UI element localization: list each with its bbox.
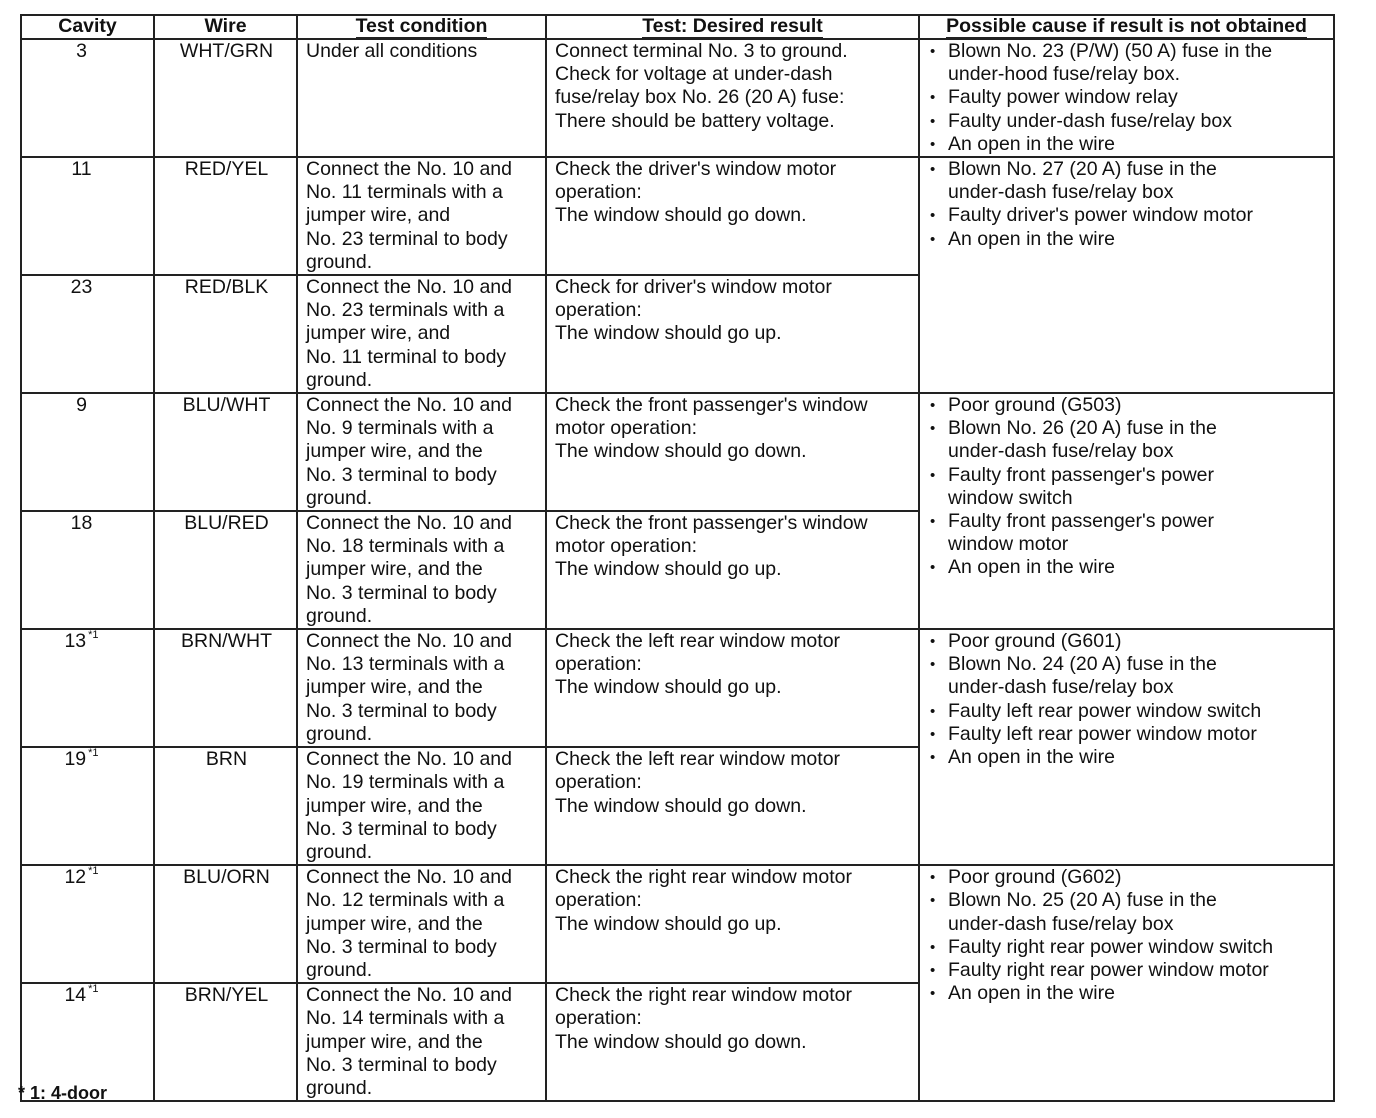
cause-line: • Faulty right rear power window motor	[948, 958, 1269, 981]
test-condition-line: ground.	[306, 368, 373, 391]
test-condition-line: ground.	[306, 840, 373, 863]
cause-list	[928, 394, 1327, 580]
test-condition-cell	[297, 39, 546, 157]
cavity-number: 11	[71, 158, 92, 181]
header-possible-cause	[919, 15, 1334, 39]
footnote: * 1: 4-door	[18, 1083, 108, 1103]
cause-line: • Faulty under-dash fuse/relay box	[948, 109, 1232, 132]
test-condition-line: No. 23 terminals with a	[306, 299, 505, 322]
test-condition-line: ground.	[306, 722, 373, 745]
desired-result-line: Check the right rear window motor	[555, 984, 852, 1007]
wire-cell: WHT/GRN	[154, 39, 297, 157]
desired-result-line: fuse/relay box No. 26 (20 A) fuse:	[555, 86, 845, 109]
cause-item	[928, 653, 1327, 699]
cause-line: • Blown No. 23 (P/W) (50 A) fuse in the	[948, 40, 1273, 62]
desired-result-line: operation:	[555, 889, 642, 912]
table-row	[21, 157, 1334, 275]
test-condition-line: Connect the No. 10 and	[306, 276, 512, 299]
table-row	[21, 393, 1334, 511]
cause-line: under-hood fuse/relay box.	[948, 63, 1180, 86]
cavity-number: 14	[64, 984, 87, 1007]
cause-item	[928, 700, 1327, 723]
table-row	[21, 39, 1334, 157]
cavity-cell	[21, 157, 154, 275]
desired-result-line: The window should go down.	[555, 440, 807, 463]
cause-list	[928, 158, 1327, 251]
cause-item	[928, 417, 1327, 463]
desired-result-cell	[546, 157, 919, 275]
desired-result-cell	[546, 983, 919, 1101]
cause-line: • Blown No. 25 (20 A) fuse in the	[948, 889, 1217, 912]
desired-result-line: operation:	[555, 653, 642, 676]
test-condition-line: Connect the No. 10 and	[306, 748, 512, 771]
test-condition-cell	[297, 629, 546, 747]
test-condition-line: jumper wire, and the	[306, 912, 483, 935]
table-body	[21, 39, 1334, 1101]
test-condition-cell	[297, 983, 546, 1101]
test-condition-line: No. 14 terminals with a	[306, 1007, 505, 1030]
cause-line: • An open in the wire	[948, 746, 1115, 769]
cavity-footnote-mark: *1	[88, 747, 99, 760]
cavity-number: 23	[70, 276, 93, 299]
desired-result-line: Check for voltage at under-dash	[555, 63, 833, 86]
header-test-condition-text: Test condition	[355, 15, 488, 37]
cause-list	[928, 630, 1327, 769]
cause-item	[928, 959, 1327, 982]
cause-item	[928, 866, 1327, 889]
test-condition-line: jumper wire, and	[306, 322, 451, 345]
cavity-cell	[21, 39, 154, 157]
cause-line: • Blown No. 24 (20 A) fuse in the	[948, 653, 1217, 676]
desired-result-line: Check the right rear window motor	[555, 866, 852, 889]
cause-item	[928, 86, 1327, 109]
cause-line: • Faulty power window relay	[948, 86, 1178, 109]
test-condition-cell	[297, 157, 546, 275]
cause-item	[928, 510, 1327, 556]
header-desired-result	[546, 15, 919, 39]
cause-line: • Faulty right rear power window switch	[948, 935, 1274, 958]
wire-cell: RED/BLK	[154, 275, 297, 393]
desired-result-line: motor operation:	[555, 417, 697, 440]
test-condition-line: Connect the No. 10 and	[306, 512, 512, 535]
cause-line: under-dash fuse/relay box	[948, 440, 1174, 463]
header-possible-cause-text: Possible cause if result is not obtained	[946, 15, 1307, 37]
desired-result-line: operation:	[555, 771, 642, 794]
test-condition-line: No. 13 terminals with a	[306, 653, 505, 676]
cavity-cell	[21, 511, 154, 629]
cause-line: • Faulty front passenger's power	[948, 510, 1215, 533]
cause-item	[928, 394, 1327, 417]
table-row	[21, 629, 1334, 747]
desired-result-line: The window should go up.	[555, 558, 782, 581]
table-row	[21, 865, 1334, 983]
cause-line: window motor	[948, 533, 1069, 556]
desired-result-cell	[546, 39, 919, 157]
cavity-footnote-mark: *1	[88, 865, 99, 878]
wire-cell: BRN/YEL	[154, 983, 297, 1101]
cause-item	[928, 40, 1327, 86]
test-condition-line: jumper wire, and the	[306, 440, 483, 463]
cause-line: • Faulty left rear power window switch	[948, 699, 1262, 722]
cavity-number: 9	[76, 394, 87, 417]
test-condition-line: No. 9 terminals with a	[306, 417, 494, 440]
test-condition-line: No. 11 terminals with a	[306, 181, 503, 204]
cause-item	[928, 228, 1327, 251]
test-condition-line: jumper wire, and the	[306, 558, 483, 581]
desired-result-cell	[546, 865, 919, 983]
test-condition-line: ground.	[306, 958, 373, 981]
cause-line: under-dash fuse/relay box	[948, 181, 1174, 204]
possible-cause-cell	[919, 865, 1334, 1101]
header-row	[21, 15, 1334, 39]
wire-cell: RED/YEL	[154, 157, 297, 275]
wire-cell: BRN	[154, 747, 297, 865]
test-condition-line: No. 18 terminals with a	[306, 535, 505, 558]
desired-result-line: Check the left rear window motor	[555, 748, 841, 771]
test-condition-line: Connect the No. 10 and	[306, 866, 512, 889]
cause-item	[928, 630, 1327, 653]
cause-line: • Poor ground (G503)	[948, 394, 1122, 417]
desired-result-line: Check the left rear window motor	[555, 630, 841, 653]
desired-result-line: motor operation:	[555, 535, 697, 558]
test-condition-line: No. 3 terminal to body	[306, 935, 497, 958]
header-wire: Wire	[154, 15, 297, 39]
test-condition-line: ground.	[306, 250, 373, 273]
test-condition-line: No. 3 terminal to body	[306, 699, 497, 722]
cause-line: • Poor ground (G602)	[948, 866, 1122, 889]
desired-result-line: The window should go up.	[555, 912, 782, 935]
header-desired-result-text: Test: Desired result	[642, 15, 823, 37]
cavity-number: 3	[76, 40, 87, 62]
header-cavity: Cavity	[21, 15, 154, 39]
cavity-number: 19	[64, 748, 87, 771]
desired-result-line: operation:	[555, 299, 642, 322]
desired-result-cell	[546, 393, 919, 511]
desired-result-line: operation:	[555, 1007, 642, 1030]
cause-line: under-dash fuse/relay box	[948, 912, 1174, 935]
test-condition-line: Connect the No. 10 and	[306, 630, 512, 653]
desired-result-line: Check the front passenger's window	[555, 394, 868, 417]
cavity-number: 13	[64, 630, 87, 653]
cause-item	[928, 982, 1327, 1005]
wire-cell: BLU/RED	[154, 511, 297, 629]
cause-item	[928, 746, 1327, 769]
cause-item	[928, 723, 1327, 746]
header-test-condition	[297, 15, 546, 39]
desired-result-line: Check the front passenger's window	[555, 512, 868, 535]
test-condition-cell	[297, 393, 546, 511]
test-condition-line: No. 3 terminal to body	[306, 463, 497, 486]
cause-item	[928, 158, 1327, 204]
desired-result-line: The window should go up.	[555, 322, 782, 345]
test-condition-line: jumper wire, and the	[306, 794, 483, 817]
cause-item	[928, 110, 1327, 133]
test-condition-line: No. 3 terminal to body	[306, 1053, 497, 1076]
test-condition-line: Connect the No. 10 and	[306, 158, 512, 181]
cavity-number: 18	[70, 512, 93, 535]
desired-result-line: operation:	[555, 181, 642, 204]
test-table	[20, 14, 1335, 1102]
cause-item	[928, 556, 1327, 579]
test-condition-line: Connect the No. 10 and	[306, 984, 512, 1007]
wire-cell: BLU/ORN	[154, 865, 297, 983]
test-condition-line: Under all conditions	[306, 40, 478, 62]
cavity-cell	[21, 629, 154, 747]
desired-result-line: There should be battery voltage.	[555, 109, 835, 132]
cause-item	[928, 889, 1327, 935]
cavity-cell	[21, 393, 154, 511]
cause-item	[928, 133, 1327, 156]
cause-item	[928, 464, 1327, 510]
test-condition-line: jumper wire, and the	[306, 676, 483, 699]
test-condition-cell	[297, 275, 546, 393]
cause-line: • An open in the wire	[948, 556, 1115, 579]
desired-result-line: The window should go down.	[555, 794, 807, 817]
cause-line: under-dash fuse/relay box	[948, 676, 1174, 699]
cavity-cell	[21, 865, 154, 983]
possible-cause-cell	[919, 393, 1334, 629]
test-condition-line: Connect the No. 10 and	[306, 394, 512, 417]
desired-result-line: Check the driver's window motor	[555, 158, 837, 181]
test-condition-cell	[297, 511, 546, 629]
test-condition-cell	[297, 747, 546, 865]
cause-line: window switch	[948, 486, 1073, 509]
cause-list	[928, 40, 1327, 156]
cavity-cell	[21, 275, 154, 393]
desired-result-cell	[546, 747, 919, 865]
cause-line: • Faulty front passenger's power	[948, 463, 1215, 486]
cause-line: • Faulty left rear power window motor	[948, 722, 1257, 745]
cause-line: • An open in the wire	[948, 132, 1115, 155]
cause-line: • Faulty driver's power window motor	[948, 204, 1253, 227]
desired-result-line: Connect terminal No. 3 to ground.	[555, 40, 848, 62]
cavity-footnote-mark: *1	[88, 983, 99, 996]
desired-result-line: Check for driver's window motor	[555, 276, 832, 299]
test-condition-line: No. 23 terminal to body	[306, 227, 508, 250]
test-condition-line: ground.	[306, 604, 373, 627]
test-condition-line: No. 12 terminals with a	[306, 889, 505, 912]
test-condition-line: No. 11 terminal to body	[306, 345, 507, 368]
possible-cause-cell	[919, 629, 1334, 865]
desired-result-cell	[546, 275, 919, 393]
cause-line: • Blown No. 26 (20 A) fuse in the	[948, 417, 1217, 440]
desired-result-line: The window should go down.	[555, 204, 807, 227]
test-condition-line: jumper wire, and	[306, 204, 451, 227]
desired-result-cell	[546, 511, 919, 629]
test-condition-line: jumper wire, and the	[306, 1030, 483, 1053]
cavity-cell	[21, 747, 154, 865]
possible-cause-cell	[919, 39, 1334, 157]
test-condition-line: ground.	[306, 1076, 373, 1099]
desired-result-cell	[546, 629, 919, 747]
cause-line: • Poor ground (G601)	[948, 630, 1122, 653]
cause-line: • An open in the wire	[948, 227, 1115, 250]
cause-item	[928, 936, 1327, 959]
desired-result-line: The window should go up.	[555, 676, 782, 699]
wire-cell: BLU/WHT	[154, 393, 297, 511]
cause-line: • Blown No. 27 (20 A) fuse in the	[948, 158, 1217, 181]
test-condition-line: No. 19 terminals with a	[306, 771, 505, 794]
test-condition-line: ground.	[306, 486, 373, 509]
test-condition-line: No. 3 terminal to body	[306, 817, 497, 840]
test-condition-cell	[297, 865, 546, 983]
cavity-number: 12	[64, 866, 87, 889]
test-condition-line: No. 3 terminal to body	[306, 581, 497, 604]
desired-result-line: The window should go down.	[555, 1030, 807, 1053]
wire-cell: BRN/WHT	[154, 629, 297, 747]
cause-line: • An open in the wire	[948, 982, 1115, 1005]
power-window-test-sheet	[20, 14, 1333, 1102]
cause-list	[928, 866, 1327, 1005]
cavity-footnote-mark: *1	[88, 629, 99, 642]
possible-cause-cell	[919, 157, 1334, 393]
cause-item	[928, 204, 1327, 227]
